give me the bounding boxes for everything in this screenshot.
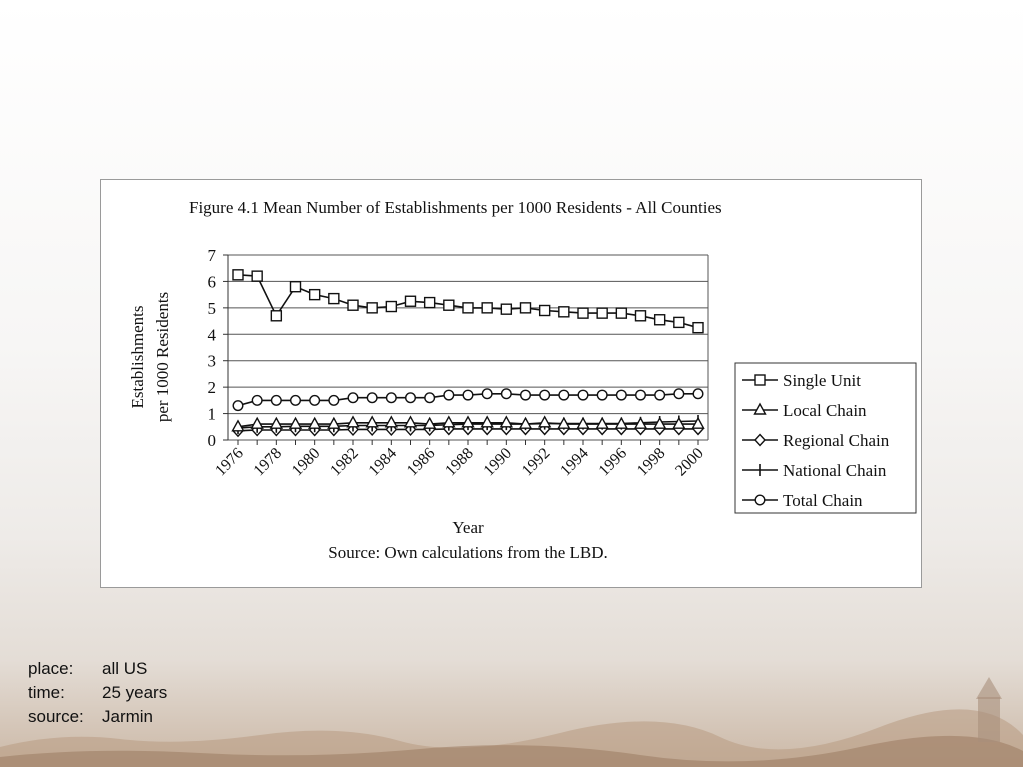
point-total-chain-1983 — [367, 393, 377, 403]
legend-label-national-chain: National Chain — [783, 461, 887, 480]
x-tick-label-1982: 1982 — [327, 444, 362, 480]
point-single-unit-1989 — [482, 303, 492, 313]
legend-label-regional-chain: Regional Chain — [783, 431, 890, 450]
y-tick-label-5: 5 — [207, 298, 216, 318]
point-total-chain-1980 — [310, 396, 320, 406]
x-tick-label-1994: 1994 — [557, 444, 592, 480]
point-total-chain-1987 — [444, 390, 454, 400]
point-total-chain-1998 — [655, 390, 665, 400]
note-place-label: place: — [28, 659, 74, 678]
point-local-chain-1992 — [539, 417, 550, 427]
point-single-unit-1997 — [636, 311, 646, 321]
point-single-unit-1980 — [310, 290, 320, 300]
point-total-chain-1976 — [233, 401, 243, 411]
point-total-chain-1986 — [425, 393, 435, 403]
point-single-unit-1994 — [578, 308, 588, 318]
point-single-unit-1985 — [406, 296, 416, 306]
point-local-chain-1988 — [463, 417, 474, 427]
note-time-value: 25 years — [102, 683, 168, 702]
legend-marker-single-unit — [755, 375, 765, 385]
x-tick-label-1996: 1996 — [595, 444, 631, 480]
slide-notes — [28, 657, 167, 729]
point-single-unit-1995 — [597, 308, 607, 318]
note-time — [28, 681, 167, 705]
point-total-chain-1994 — [578, 390, 588, 400]
point-single-unit-1988 — [463, 303, 473, 313]
y-tick-label-0: 0 — [207, 431, 216, 450]
point-single-unit-1992 — [540, 306, 550, 316]
note-source-label: source: — [28, 707, 84, 726]
point-total-chain-1978 — [272, 396, 282, 406]
point-single-unit-1999 — [674, 317, 684, 327]
note-source — [28, 705, 167, 729]
point-local-chain-1998 — [654, 418, 665, 428]
x-tick-label-1986: 1986 — [403, 444, 439, 480]
chart-title: Figure 4.1 Mean Number of Establishments per 1000 Residents - All Counties — [189, 198, 722, 217]
legend-label-single-unit: Single Unit — [783, 371, 861, 390]
point-total-chain-1991 — [521, 390, 531, 400]
point-total-chain-1999 — [674, 389, 684, 399]
point-total-chain-1992 — [540, 390, 550, 400]
point-local-chain-1987 — [443, 417, 454, 427]
point-total-chain-1989 — [482, 389, 492, 399]
point-local-chain-1984 — [386, 417, 397, 427]
note-place — [28, 657, 167, 681]
point-total-chain-1981 — [329, 396, 339, 406]
series-line-single-unit — [238, 275, 698, 328]
plot-area — [208, 246, 709, 479]
x-tick-label-1992: 1992 — [518, 444, 554, 480]
point-single-unit-2000 — [693, 323, 703, 333]
point-total-chain-1982 — [348, 393, 358, 403]
y-tick-label-1: 1 — [207, 404, 216, 424]
point-local-chain-1983 — [367, 417, 378, 427]
point-single-unit-1987 — [444, 300, 454, 310]
point-single-unit-1986 — [425, 298, 435, 308]
note-source-value: Jarmin — [102, 707, 154, 726]
chart-legend — [735, 363, 916, 513]
legend-label-total-chain: Total Chain — [783, 491, 863, 510]
y-tick-label-2: 2 — [207, 378, 216, 398]
point-single-unit-1996 — [616, 308, 626, 318]
note-time-label: time: — [28, 683, 65, 702]
y-tick-label-4: 4 — [207, 325, 216, 345]
point-single-unit-1983 — [367, 303, 377, 313]
point-total-chain-1984 — [387, 393, 397, 403]
point-single-unit-1991 — [521, 303, 531, 313]
line-chart — [101, 180, 921, 587]
x-axis-label: Year — [452, 518, 484, 537]
point-total-chain-1993 — [559, 390, 569, 400]
point-local-chain-2000 — [693, 418, 704, 428]
point-single-unit-1990 — [501, 304, 511, 314]
point-local-chain-1978 — [271, 418, 282, 428]
point-single-unit-1979 — [291, 282, 301, 292]
point-single-unit-1976 — [233, 270, 243, 280]
x-tick-label-1980: 1980 — [288, 444, 324, 480]
point-local-chain-1982 — [348, 417, 359, 427]
x-tick-label-1990: 1990 — [480, 444, 516, 480]
point-local-chain-1985 — [405, 417, 416, 427]
point-total-chain-1996 — [617, 390, 627, 400]
point-total-chain-1997 — [636, 390, 646, 400]
point-local-chain-1979 — [290, 418, 301, 428]
x-tick-label-1998: 1998 — [633, 444, 669, 480]
x-tick-label-1976: 1976 — [212, 444, 247, 480]
series-single-unit — [233, 270, 703, 333]
y-axis-label — [128, 292, 172, 422]
point-total-chain-1985 — [406, 393, 416, 403]
chart-source: Source: Own calculations from the LBD. — [328, 543, 608, 562]
point-local-chain-1980 — [309, 418, 320, 428]
x-tick-label-2000: 2000 — [672, 444, 707, 480]
point-single-unit-1977 — [252, 271, 262, 281]
point-local-chain-1977 — [252, 418, 263, 428]
point-total-chain-1990 — [502, 389, 512, 399]
x-tick-label-1978: 1978 — [250, 444, 286, 480]
y-tick-label-6: 6 — [207, 272, 216, 292]
series-total-chain — [233, 389, 703, 410]
point-local-chain-1999 — [673, 418, 684, 428]
y-tick-label-7: 7 — [207, 246, 216, 265]
point-total-chain-1988 — [463, 390, 473, 400]
point-single-unit-1982 — [348, 300, 358, 310]
point-total-chain-1995 — [597, 390, 607, 400]
point-single-unit-1978 — [271, 311, 281, 321]
note-place-value: all US — [102, 659, 148, 678]
point-total-chain-1979 — [291, 396, 301, 406]
point-total-chain-1977 — [252, 396, 262, 406]
point-single-unit-1981 — [329, 294, 339, 304]
legend-marker-total-chain — [755, 495, 765, 505]
legend-label-local-chain: Local Chain — [783, 401, 867, 420]
x-tick-label-1984: 1984 — [365, 444, 401, 480]
point-local-chain-1990 — [501, 417, 512, 427]
y-axis-label-line-2: per 1000 Residents — [153, 291, 172, 423]
x-tick-label-1988: 1988 — [442, 444, 477, 480]
figure-panel — [100, 179, 922, 588]
point-local-chain-1989 — [482, 417, 493, 427]
y-tick-label-3: 3 — [207, 351, 216, 371]
y-axis-label-line-1: Establishments — [128, 305, 147, 409]
point-total-chain-2000 — [693, 389, 703, 399]
point-single-unit-1993 — [559, 307, 569, 317]
point-single-unit-1998 — [655, 315, 665, 325]
point-single-unit-1984 — [386, 302, 396, 312]
